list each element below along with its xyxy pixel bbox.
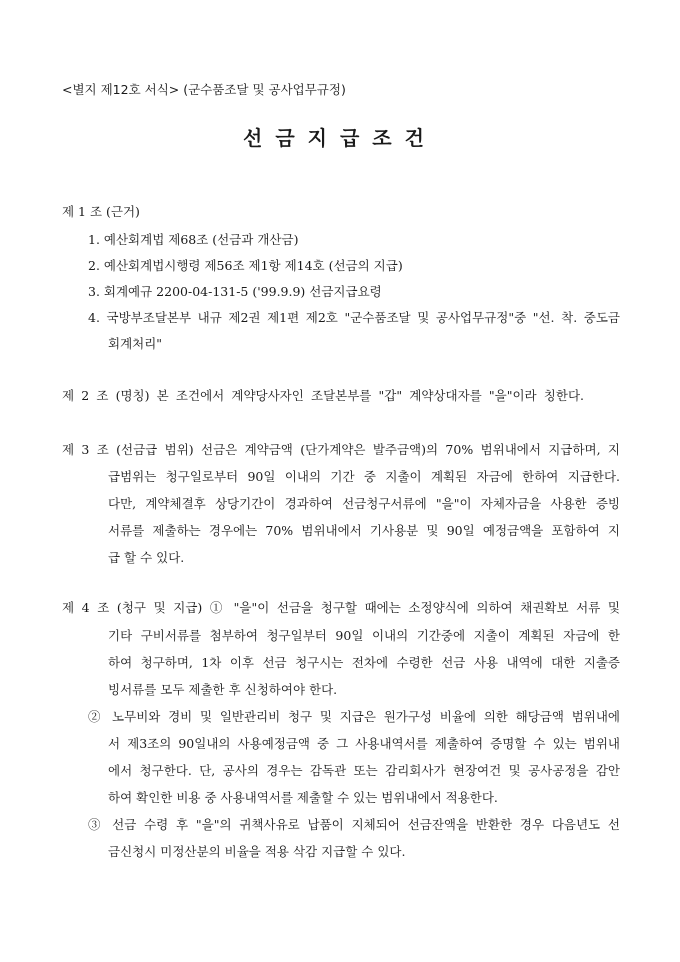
article-2-text: 제 2 조 (명칭) 본 조건에서 계약당사자인 조달본부를 "갑" 계약상대자를 "을"이라 칭한다.	[62, 388, 584, 403]
article-3-line: 급 할 수 있다.	[108, 550, 185, 565]
article-4-para-1-line: 기타 구비서류를 첨부하여 청구일부터 90일 이내의 기간중에 지출이 계획된 자금에 한	[108, 628, 620, 643]
article-4-para-1-line: 빙서류를 모두 제출한 후 신청하여야 한다.	[108, 682, 338, 697]
article-4-para-3-line: ③ 선금 수령 후 "을"의 귀책사유로 납품이 지체되어 선금잔액을 반환한 경우 다음년도 선	[88, 817, 620, 832]
article-4-para-2-line: 서 제3조의 90일내의 사용예정금액 중 그 사용내역서를 제출하여 증명할 수 있는 범위내	[108, 736, 620, 751]
article-4-para-3-line: 금신청시 미정산분의 비율을 적용 삭감 지급할 수 있다.	[108, 844, 406, 859]
article-1-item: 3. 회계예규 2200-04-131-5 ('99.9.9) 선금지급요령	[88, 284, 382, 299]
article-4-para-2-line: 하여 확인한 비용 중 사용내역서를 제출할 수 있는 범위내에서 적용한다.	[108, 790, 498, 805]
article-4-para-1-line: 제 4 조 (청구 및 지급) ① "을"이 선금을 청구할 때에는 소정양식에 의하여 채권확보 서류 및	[62, 600, 620, 615]
article-3-line: 서류를 제출하는 경우에는 70% 범위내에서 기사용분 및 90일 예정금액을 포함하여 지	[108, 523, 620, 538]
article-1-heading: 제 1 조 (근거)	[62, 204, 140, 219]
article-3-line: 급범위는 청구일로부터 90일 이내의 기간 중 지출이 계획된 자금에 한하여 지급한다.	[108, 469, 620, 484]
article-4-para-2-line: ② 노무비와 경비 및 일반관리비 청구 및 지급은 원가구성 비율에 의한 해당금액 범위내에	[88, 709, 620, 724]
article-3-line: 다만, 계약체결후 상당기간이 경과하여 선금청구서류에 "을"이 자체자금을 사용한 증빙	[108, 496, 620, 511]
article-4-para-1-line: 하여 청구하며, 1차 이후 선금 청구시는 전차에 수령한 선금 사용 내역에 대한 지출증	[108, 655, 620, 670]
article-1-item-continued: 회계처리"	[108, 336, 163, 351]
article-1-item: 2. 예산회계법시행령 제56조 제1항 제14호 (선금의 지급)	[88, 258, 403, 273]
article-1-item: 4. 국방부조달본부 내규 제2권 제1편 제2호 "군수품조달 및 공사업무규정"중 "선. 착. 중도금	[88, 310, 620, 325]
article-1-item: 1. 예산회계법 제68조 (선금과 개산금)	[88, 232, 299, 247]
article-4-para-2-line: 에서 청구한다. 단, 공사의 경우는 감독관 또는 감리회사가 현장여건 및 공사공정을 감안	[108, 763, 620, 778]
document-title: 선금지급조건	[243, 126, 437, 150]
form-label: <별지 제12호 서식> (군수품조달 및 공사업무규정)	[62, 82, 346, 97]
article-3-line: 제 3 조 (선금급 범위) 선금은 계약금액 (단가계약은 발주금액)의 70% 범위내에서 지급하며, 지	[62, 442, 620, 457]
